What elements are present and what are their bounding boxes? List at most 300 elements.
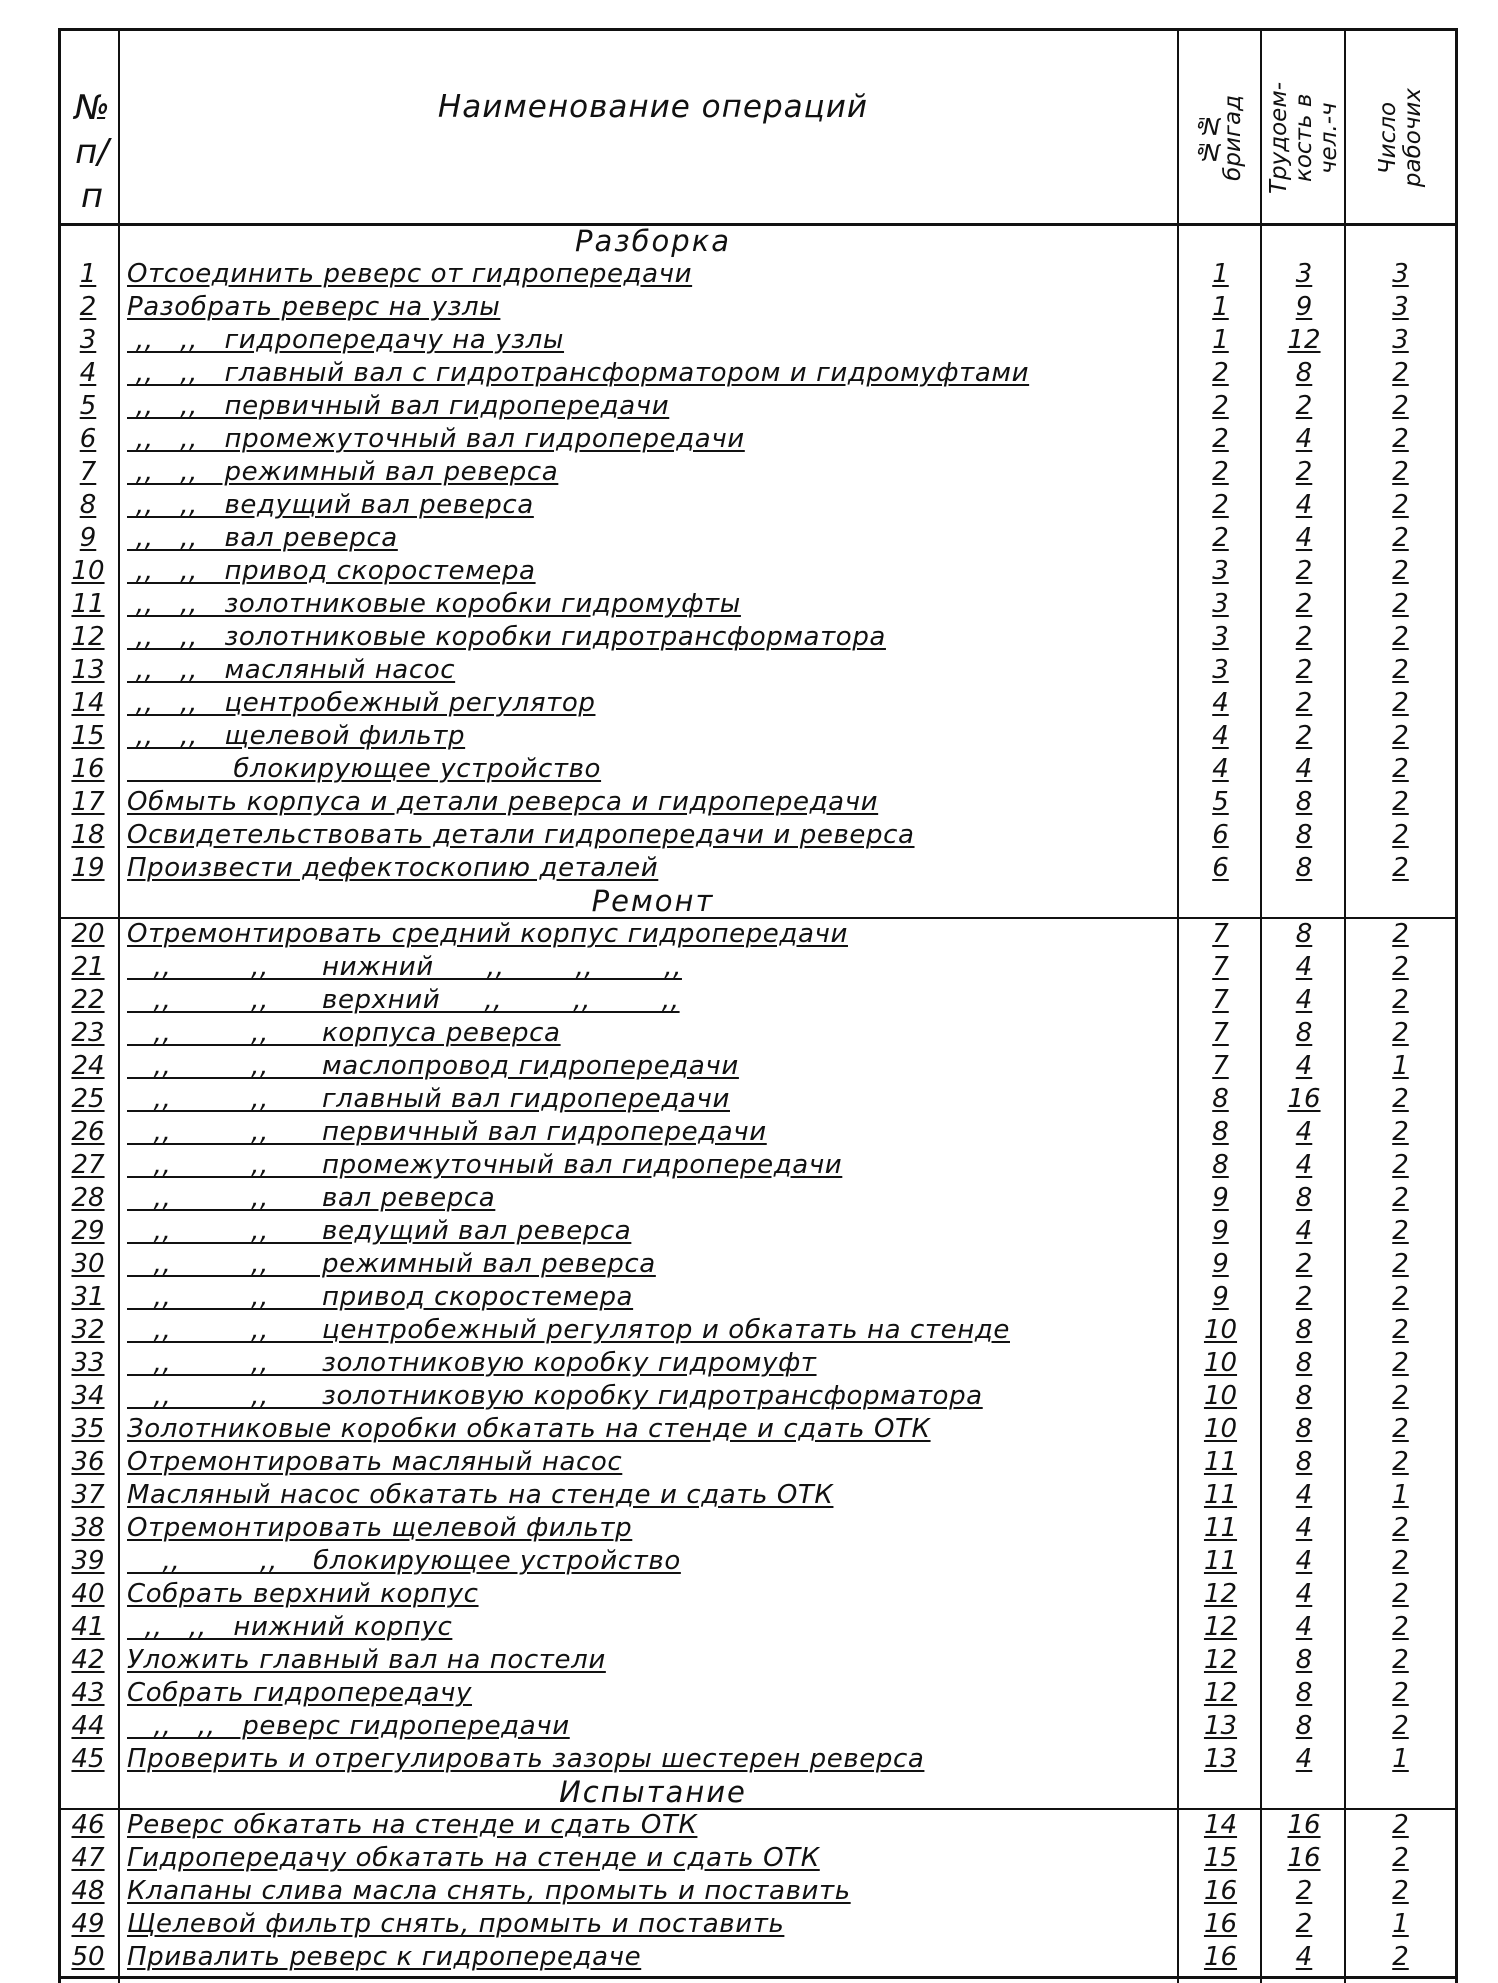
brigade-number: 8 (1212, 1117, 1229, 1147)
worker-count: 2 (1392, 1513, 1409, 1543)
header-number-label: п/п (75, 132, 109, 216)
operation-name: Отремонтировать масляный насос (127, 1447, 623, 1477)
row-number: 29 (71, 1216, 105, 1246)
worker-count: 2 (1392, 952, 1409, 982)
header-operation-name: Наименование операций (437, 89, 869, 125)
labor-hours: 8 (1295, 1678, 1313, 1708)
labor-hours: 8 (1295, 1711, 1313, 1741)
row-number: 10 (71, 556, 105, 586)
worker-count: 2 (1392, 1414, 1409, 1444)
row-number: 4 (79, 358, 97, 388)
table-row (61, 918, 1455, 951)
labor-hours: 12 (1287, 325, 1321, 355)
operation-name: ,, ,, масляный насос (127, 655, 456, 685)
table-row (61, 654, 1455, 687)
table-row (61, 1578, 1455, 1611)
row-number: 37 (71, 1480, 105, 1510)
labor-hours: 4 (1295, 1513, 1313, 1543)
labor-hours: 2 (1295, 556, 1313, 586)
brigade-number: 10 (1203, 1414, 1238, 1444)
table-row (61, 456, 1455, 489)
row-number: 26 (71, 1117, 105, 1147)
table-row (61, 522, 1455, 555)
labor-hours: 2 (1295, 457, 1313, 487)
operations-table (58, 28, 1458, 1983)
brigade-number: 11 (1203, 1513, 1238, 1543)
section-testing: Испытание (559, 1775, 747, 1809)
row-number: 16 (71, 754, 105, 784)
header-brigade-label: №№ бригад (1194, 95, 1246, 181)
row-number: 42 (71, 1645, 105, 1675)
table-bottom-line (61, 1976, 1455, 1979)
row-number: 9 (79, 523, 97, 553)
operation-name: Отремонтировать щелевой фильтр (127, 1513, 633, 1543)
worker-count: 1 (1392, 1480, 1409, 1510)
table-row (61, 1116, 1455, 1149)
table-row (61, 1875, 1455, 1908)
labor-hours: 4 (1295, 1579, 1313, 1609)
operation-name: Обмыть корпуса и детали реверса и гидропередачи (127, 787, 879, 817)
section-disassembly: Разборка (574, 224, 731, 258)
brigade-number: 5 (1212, 787, 1229, 817)
row-number: 36 (71, 1447, 105, 1477)
row-number: 3 (79, 325, 97, 355)
operation-name: ,, ,, вал реверса (127, 523, 398, 553)
header-labor (1262, 43, 1346, 233)
brigade-number: 3 (1212, 655, 1229, 685)
labor-hours: 2 (1295, 622, 1313, 652)
header-brigade (1179, 43, 1262, 233)
brigade-number: 11 (1203, 1480, 1238, 1510)
labor-hours: 4 (1295, 1480, 1313, 1510)
brigade-number: 1 (1212, 292, 1229, 322)
labor-hours: 4 (1295, 1051, 1313, 1081)
labor-hours: 4 (1295, 1117, 1313, 1147)
operation-name: блокирующее устройство (127, 754, 602, 784)
row-number: 1 (79, 259, 97, 289)
row-number: 28 (71, 1183, 105, 1213)
operation-name: ,, ,, золотниковые коробки гидротрансформатора (127, 622, 886, 652)
operation-name: ,, ,, гидропередачу на узлы (127, 325, 565, 355)
labor-hours: 4 (1295, 490, 1313, 520)
labor-hours: 2 (1295, 721, 1313, 751)
row-number: 14 (71, 688, 105, 718)
table-row (61, 1248, 1455, 1281)
brigade-number: 16 (1203, 1876, 1238, 1906)
operation-name: ,, ,, щелевой фильтр (127, 721, 466, 751)
labor-hours: 16 (1287, 1843, 1321, 1873)
table-row (61, 1413, 1455, 1446)
table-row (61, 621, 1455, 654)
labor-hours: 4 (1295, 952, 1313, 982)
row-number: 41 (71, 1612, 105, 1642)
operation-name: ,, ,, корпуса реверса (127, 1018, 561, 1048)
operation-name: Масляный насос обкатать на стенде и сдать ОТК (127, 1480, 834, 1510)
operation-name: ,, ,, золотниковую коробку гидромуфт (127, 1348, 817, 1378)
operation-name: Произвести дефектоскопию деталей (127, 853, 659, 883)
worker-count: 1 (1392, 1744, 1409, 1774)
brigade-number: 11 (1203, 1447, 1238, 1477)
worker-count: 2 (1392, 589, 1409, 619)
row-number: 33 (71, 1348, 105, 1378)
table-row (61, 1380, 1455, 1413)
operation-name: ,, ,, промежуточный вал гидропередачи (127, 1150, 843, 1180)
labor-hours: 4 (1295, 1612, 1313, 1642)
worker-count: 2 (1392, 1447, 1409, 1477)
row-number: 27 (71, 1150, 105, 1180)
brigade-number: 9 (1212, 1183, 1229, 1213)
brigade-number: 7 (1212, 919, 1229, 949)
brigade-number: 16 (1203, 1909, 1238, 1939)
operation-name: ,, ,, ведущий вал реверса (127, 490, 534, 520)
labor-hours: 8 (1295, 1447, 1313, 1477)
worker-count: 2 (1392, 391, 1409, 421)
labor-hours: 8 (1295, 1018, 1313, 1048)
worker-count: 3 (1392, 325, 1409, 355)
table-row (61, 1314, 1455, 1347)
table-row (61, 1644, 1455, 1677)
table-row (61, 555, 1455, 588)
labor-hours: 2 (1295, 391, 1313, 421)
brigade-number: 14 (1203, 1810, 1238, 1840)
labor-hours: 2 (1295, 589, 1313, 619)
operation-name: Собрать гидропередачу (127, 1678, 472, 1708)
labor-hours: 8 (1295, 1183, 1313, 1213)
worker-count: 2 (1392, 1183, 1409, 1213)
operation-name: Клапаны слива масла снять, промыть и поставить (127, 1876, 851, 1906)
brigade-number: 2 (1212, 391, 1229, 421)
brigade-number: 4 (1212, 721, 1229, 751)
row-number: 39 (71, 1546, 105, 1576)
table-row (61, 1809, 1455, 1842)
operation-name: ,, ,, главный вал с гидротрансформатором и гидромуфтами (127, 358, 1030, 388)
row-number: 20 (71, 919, 105, 949)
table-row (61, 1149, 1455, 1182)
labor-hours: 16 (1287, 1084, 1321, 1114)
worker-count: 2 (1392, 853, 1409, 883)
worker-count: 2 (1392, 556, 1409, 586)
labor-hours: 4 (1295, 1150, 1313, 1180)
worker-count: 2 (1392, 1282, 1409, 1312)
labor-hours: 2 (1295, 1876, 1313, 1906)
labor-hours: 2 (1295, 1909, 1313, 1939)
operation-name: ,, ,, центробежный регулятор (127, 688, 596, 718)
operation-name: ,, ,, золотниковую коробку гидротрансформатора (127, 1381, 983, 1411)
operation-name: ,, ,, первичный вал гидропередачи (127, 1117, 767, 1147)
row-number: 34 (71, 1381, 105, 1411)
labor-hours: 4 (1295, 1744, 1313, 1774)
brigade-number: 4 (1212, 688, 1229, 718)
table-row (61, 1347, 1455, 1380)
operation-name: ,, ,, нижний корпус (127, 1612, 453, 1642)
labor-hours: 8 (1295, 1645, 1313, 1675)
row-number: 50 (71, 1942, 105, 1972)
row-number: 48 (71, 1876, 105, 1906)
brigade-number: 9 (1212, 1249, 1229, 1279)
labor-hours: 2 (1295, 1282, 1313, 1312)
operation-name: ,, ,, блокирующее устройство (127, 1546, 681, 1576)
row-number: 49 (71, 1909, 105, 1939)
worker-count: 2 (1392, 1150, 1409, 1180)
brigade-number: 2 (1212, 358, 1229, 388)
operation-name: Гидропередачу обкатать на стенде и сдать ОТК (127, 1843, 820, 1873)
brigade-number: 9 (1212, 1282, 1229, 1312)
worker-count: 2 (1392, 1348, 1409, 1378)
labor-hours: 8 (1295, 787, 1313, 817)
worker-count: 1 (1392, 1051, 1409, 1081)
row-number: 24 (71, 1051, 105, 1081)
worker-count: 2 (1392, 1645, 1409, 1675)
table-row (61, 1941, 1455, 1974)
table-row (61, 1512, 1455, 1545)
operation-name: Уложить главный вал на постели (127, 1645, 606, 1675)
table-row (61, 489, 1455, 522)
brigade-number: 1 (1212, 259, 1229, 289)
row-number: 25 (71, 1084, 105, 1114)
worker-count: 3 (1392, 292, 1409, 322)
brigade-number: 2 (1212, 523, 1229, 553)
labor-hours: 16 (1287, 1810, 1321, 1840)
worker-count: 2 (1392, 754, 1409, 784)
brigade-number: 12 (1203, 1612, 1238, 1642)
worker-count: 2 (1392, 1381, 1409, 1411)
brigade-number: 16 (1203, 1942, 1238, 1972)
table-row (61, 951, 1455, 984)
brigade-number: 6 (1212, 853, 1229, 883)
row-number: 8 (79, 490, 97, 520)
table-row (61, 720, 1455, 753)
row-number: 23 (71, 1018, 105, 1048)
worker-count: 2 (1392, 1876, 1409, 1906)
worker-count: 2 (1392, 985, 1409, 1015)
table-row (61, 687, 1455, 720)
operation-name: ,, ,, главный вал гидропередачи (127, 1084, 730, 1114)
worker-count: 2 (1392, 1117, 1409, 1147)
table-row (61, 819, 1455, 852)
labor-hours: 8 (1295, 358, 1313, 388)
row-number: 2 (79, 292, 97, 322)
brigade-number: 10 (1203, 1315, 1238, 1345)
row-number: 12 (71, 622, 105, 652)
row-number: 18 (71, 820, 105, 850)
labor-hours: 2 (1295, 655, 1313, 685)
worker-count: 2 (1392, 1678, 1409, 1708)
worker-count: 3 (1392, 259, 1409, 289)
worker-count: 2 (1392, 1612, 1409, 1642)
row-number: 15 (71, 721, 105, 751)
worker-count: 1 (1392, 1909, 1409, 1939)
row-number: 30 (71, 1249, 105, 1279)
worker-count: 2 (1392, 721, 1409, 751)
brigade-number: 12 (1203, 1645, 1238, 1675)
brigade-number: 11 (1203, 1546, 1238, 1576)
labor-hours: 4 (1295, 1942, 1313, 1972)
labor-hours: 4 (1295, 754, 1313, 784)
header-number-sign: № (74, 88, 110, 128)
operation-name: Реверс обкатать на стенде и сдать ОТК (127, 1810, 698, 1840)
table-row (61, 1842, 1455, 1875)
operation-name: ,, ,, маслопровод гидропередачи (127, 1051, 739, 1081)
worker-count: 2 (1392, 1843, 1409, 1873)
worker-count: 2 (1392, 655, 1409, 685)
row-number: 6 (79, 424, 97, 454)
brigade-number: 7 (1212, 985, 1229, 1015)
labor-hours: 8 (1295, 820, 1313, 850)
labor-hours: 8 (1295, 1348, 1313, 1378)
labor-hours: 3 (1295, 259, 1313, 289)
worker-count: 2 (1392, 457, 1409, 487)
operation-name: ,, ,, центробежный регулятор и обкатать на стенде (127, 1315, 1010, 1345)
worker-count: 2 (1392, 1711, 1409, 1741)
worker-count: 2 (1392, 358, 1409, 388)
operation-name: ,, ,, реверс гидропередачи (127, 1711, 570, 1741)
labor-hours: 9 (1295, 292, 1313, 322)
row-number: 17 (71, 787, 105, 817)
brigade-number: 2 (1212, 490, 1229, 520)
brigade-number: 3 (1212, 556, 1229, 586)
operation-name: Привалить реверс к гидропередаче (127, 1942, 642, 1972)
operation-name: ,, ,, ведущий вал реверса (127, 1216, 632, 1246)
brigade-number: 1 (1212, 325, 1229, 355)
brigade-number: 8 (1212, 1150, 1229, 1180)
brigade-number: 3 (1212, 589, 1229, 619)
worker-count: 2 (1392, 1315, 1409, 1345)
row-number: 31 (71, 1282, 105, 1312)
table-row (61, 1281, 1455, 1314)
header-number (69, 86, 115, 218)
brigade-number: 3 (1212, 622, 1229, 652)
table-row (61, 324, 1455, 357)
table-row (61, 1215, 1455, 1248)
operation-name: Щелевой фильтр снять, промыть и поставить (127, 1909, 785, 1939)
operation-name: Освидетельствовать детали гидропередачи и реверса (127, 820, 915, 850)
brigade-number: 8 (1212, 1084, 1229, 1114)
worker-count: 2 (1392, 1018, 1409, 1048)
worker-count: 2 (1392, 1546, 1409, 1576)
labor-hours: 8 (1295, 1315, 1313, 1345)
table-row (61, 1611, 1455, 1644)
operation-name: Золотниковые коробки обкатать на стенде и сдать ОТК (127, 1414, 931, 1444)
row-number: 5 (79, 391, 97, 421)
worker-count: 2 (1392, 1216, 1409, 1246)
worker-count: 2 (1392, 688, 1409, 718)
worker-count: 2 (1392, 1942, 1409, 1972)
operation-name: ,, ,, промежуточный вал гидропередачи (127, 424, 745, 454)
operation-name: ,, ,, привод скоростемера (127, 556, 536, 586)
worker-count: 2 (1392, 787, 1409, 817)
table-row (61, 1545, 1455, 1578)
table-row (61, 1710, 1455, 1743)
operation-name: ,, ,, вал реверса (127, 1183, 496, 1213)
brigade-number: 12 (1203, 1579, 1238, 1609)
labor-hours: 8 (1295, 1414, 1313, 1444)
brigade-number: 12 (1203, 1678, 1238, 1708)
table-row (61, 1446, 1455, 1479)
table-row (61, 852, 1455, 885)
brigade-number: 13 (1203, 1744, 1238, 1774)
table-row (61, 1182, 1455, 1215)
table-row (61, 753, 1455, 786)
row-number: 45 (71, 1744, 105, 1774)
labor-hours: 8 (1295, 853, 1313, 883)
row-number: 13 (71, 655, 105, 685)
operation-name: ,, ,, привод скоростемера (127, 1282, 634, 1312)
row-number: 19 (71, 853, 105, 883)
operation-name: ,, ,, режимный вал реверса (127, 457, 559, 487)
brigade-number: 7 (1212, 1018, 1229, 1048)
worker-count: 2 (1392, 622, 1409, 652)
table-row (61, 1050, 1455, 1083)
operation-name: ,, ,, нижний ,, ,, ,, (127, 952, 682, 982)
table-row (61, 1677, 1455, 1710)
table-row (61, 588, 1455, 621)
table-row (61, 258, 1455, 291)
operation-name: Отремонтировать средний корпус гидропередачи (127, 919, 848, 949)
table-row (61, 1479, 1455, 1512)
worker-count: 2 (1392, 1084, 1409, 1114)
brigade-number: 6 (1212, 820, 1229, 850)
row-number: 43 (71, 1678, 105, 1708)
worker-count: 2 (1392, 523, 1409, 553)
table-row (61, 1908, 1455, 1941)
brigade-number: 7 (1212, 1051, 1229, 1081)
header-labor-label: Трудоем- кость в чел.-ч (1265, 81, 1342, 195)
brigade-number: 2 (1212, 424, 1229, 454)
labor-hours: 4 (1295, 523, 1313, 553)
labor-hours: 4 (1295, 424, 1313, 454)
brigade-number: 7 (1212, 952, 1229, 982)
table-row (61, 786, 1455, 819)
row-number: 38 (71, 1513, 105, 1543)
operation-name: ,, ,, режимный вал реверса (127, 1249, 656, 1279)
table-row (61, 1743, 1455, 1776)
operation-name: ,, ,, верхний ,, ,, ,, (127, 985, 680, 1015)
row-number: 40 (71, 1579, 105, 1609)
table-row (61, 1017, 1455, 1050)
brigade-number: 13 (1203, 1711, 1238, 1741)
brigade-number: 4 (1212, 754, 1229, 784)
labor-hours: 4 (1295, 1216, 1313, 1246)
labor-hours: 2 (1295, 688, 1313, 718)
row-number: 11 (71, 589, 105, 619)
operation-name: Отсоединить реверс от гидропередачи (127, 259, 693, 289)
header-workers (1346, 43, 1455, 233)
table-row (61, 291, 1455, 324)
brigade-number: 15 (1203, 1843, 1238, 1873)
operation-name: ,, ,, первичный вал гидропередачи (127, 391, 670, 421)
labor-hours: 2 (1295, 1249, 1313, 1279)
row-number: 44 (71, 1711, 105, 1741)
row-number: 35 (71, 1414, 105, 1444)
operation-name: Разобрать реверс на узлы (127, 292, 501, 322)
table-row (61, 390, 1455, 423)
worker-count: 2 (1392, 1810, 1409, 1840)
operation-name: Проверить и отрегулировать зазоры шестерен реверса (127, 1744, 925, 1774)
worker-count: 2 (1392, 919, 1409, 949)
worker-count: 2 (1392, 490, 1409, 520)
section-repair: Ремонт (591, 884, 715, 918)
labor-hours: 4 (1295, 985, 1313, 1015)
brigade-number: 10 (1203, 1348, 1238, 1378)
row-number: 22 (71, 985, 105, 1015)
row-number: 47 (71, 1843, 105, 1873)
table-row (61, 357, 1455, 390)
row-number: 7 (79, 457, 97, 487)
labor-hours: 8 (1295, 919, 1313, 949)
labor-hours: 8 (1295, 1381, 1313, 1411)
row-number: 21 (71, 952, 105, 982)
brigade-number: 10 (1203, 1381, 1238, 1411)
